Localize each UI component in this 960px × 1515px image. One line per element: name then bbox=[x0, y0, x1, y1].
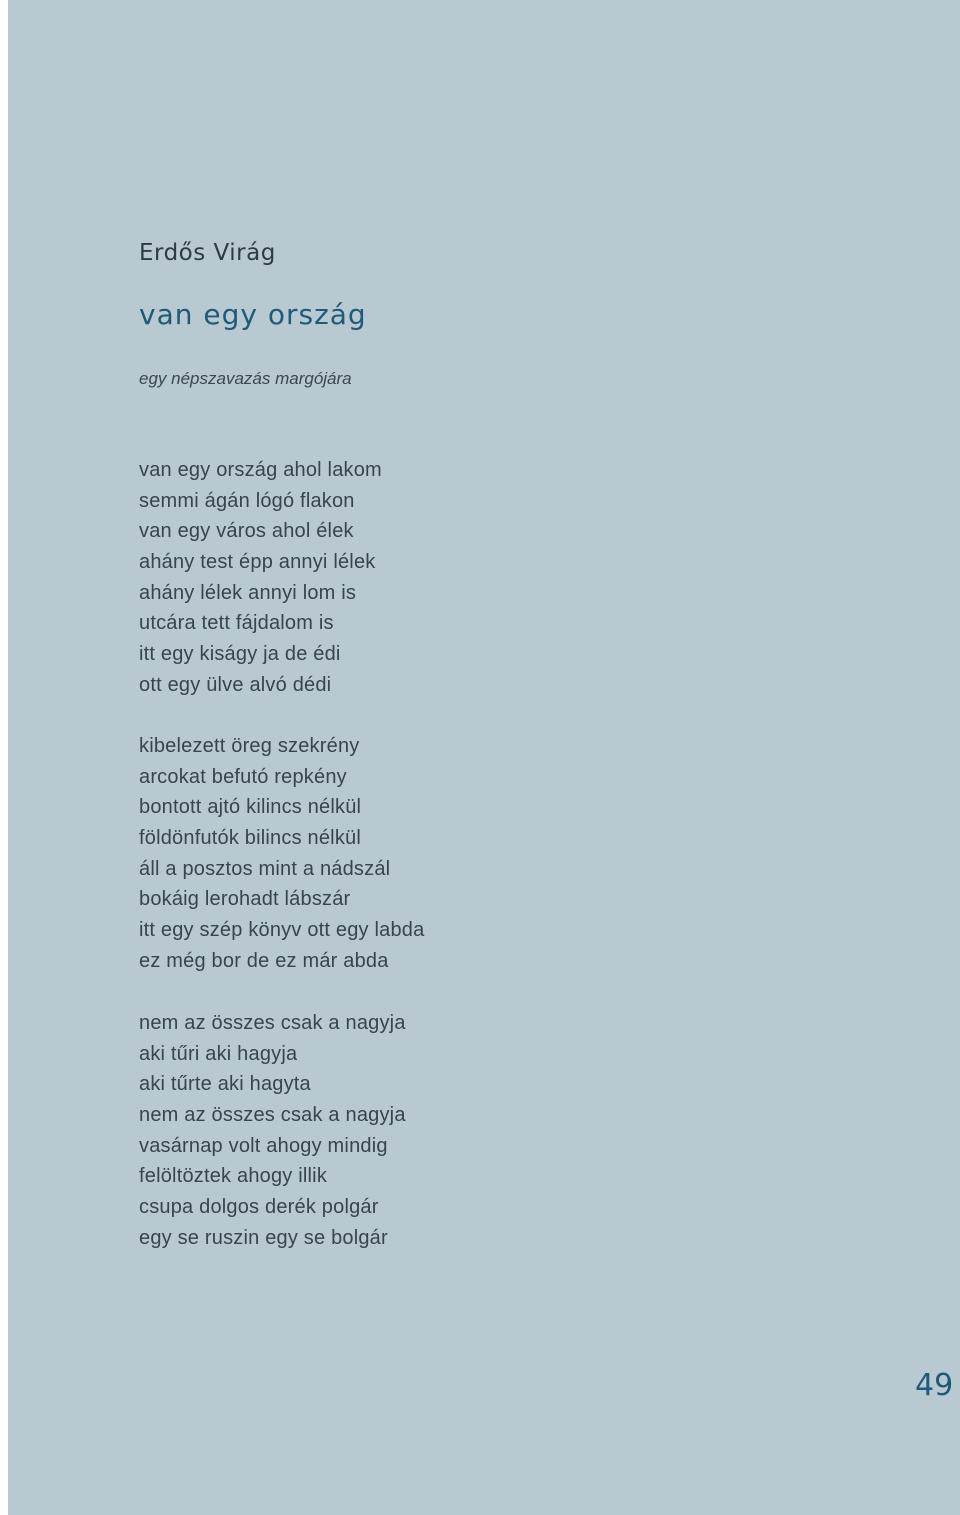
poem-line: van egy város ahol élek bbox=[139, 520, 354, 543]
poem-line: bokáig lerohadt lábszár bbox=[139, 888, 351, 911]
poem-line: van egy ország ahol lakom bbox=[139, 459, 382, 481]
poem-line: itt egy szép könyv ott egy labda bbox=[139, 919, 425, 942]
poem-line: ez még bor de ez már abda bbox=[139, 949, 389, 972]
book-page bbox=[8, 0, 960, 1515]
poem-line: földönfutók bilincs nélkül bbox=[139, 827, 361, 850]
poem-line: nem az összes csak a nagyja bbox=[139, 1012, 406, 1034]
poem-line: itt egy kiságy ja de édi bbox=[139, 643, 341, 666]
poem-line: ott egy ülve alvó dédi bbox=[139, 673, 332, 696]
poem-line: kibelezett öreg szekrény bbox=[139, 735, 360, 757]
page-number: 49 bbox=[915, 1368, 954, 1403]
poem-line: arcokat befutó repkény bbox=[139, 765, 347, 788]
poem-line: semmi ágán lógó flakon bbox=[139, 489, 355, 512]
poem-line: csupa dolgos derék polgár bbox=[139, 1196, 379, 1219]
stanza-1 bbox=[139, 455, 382, 701]
poem-line: áll a posztos mint a nádszál bbox=[139, 857, 391, 880]
poem-line: ahány test épp annyi lélek bbox=[139, 551, 376, 574]
author-name: Erdős Virág bbox=[139, 240, 276, 266]
poem-line: aki tűrte aki hagyta bbox=[139, 1073, 311, 1096]
poem-line: ahány lélek annyi lom is bbox=[139, 581, 357, 604]
poem-line: aki tűri aki hagyja bbox=[139, 1042, 298, 1065]
poem-line: nem az összes csak a nagyja bbox=[139, 1104, 406, 1127]
poem-line: vasárnap volt ahogy mindig bbox=[139, 1134, 388, 1157]
poem-line: utcára tett fájdalom is bbox=[139, 612, 334, 635]
stanza-2 bbox=[139, 731, 424, 977]
poem-line: bontott ajtó kilincs nélkül bbox=[139, 796, 362, 819]
poem-subtitle: egy népszavazás margójára bbox=[139, 369, 352, 388]
poem-line: felöltöztek ahogy illik bbox=[139, 1165, 328, 1188]
poem-line: egy se ruszin egy se bolgár bbox=[139, 1226, 388, 1249]
stanza-3 bbox=[139, 1008, 406, 1254]
poem-title: van egy ország bbox=[139, 298, 367, 331]
